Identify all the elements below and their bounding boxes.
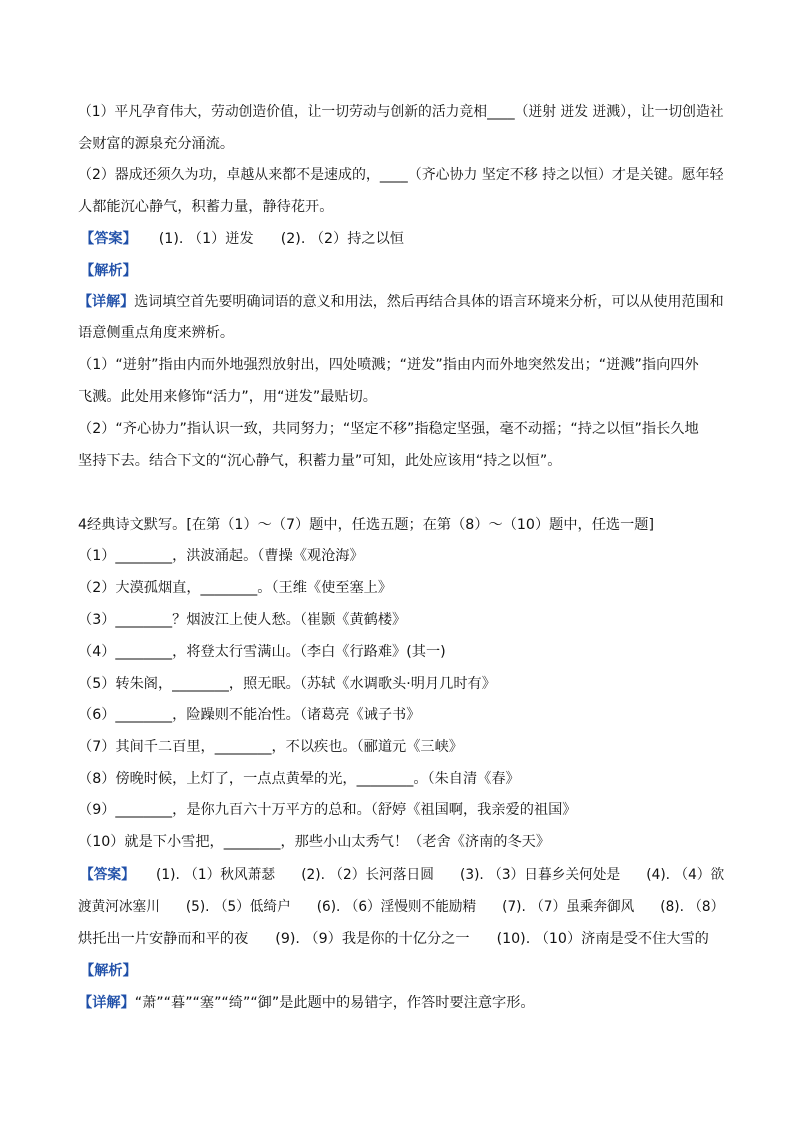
answer-tag: 【答案】 <box>80 231 137 247</box>
detail-tag: 【详解】 <box>78 995 135 1011</box>
analysis-tag: 【解析】 <box>80 963 137 979</box>
detail-tag: 【详解】 <box>78 294 135 310</box>
poem-item: （7）其间千二百里，________，不以疾也。（郦道元《三峡》 <box>78 739 463 755</box>
poem-item: （9）________，是你九百六十万平方的总和。（舒婷《祖国啊，我亲爱的祖国》 <box>78 802 577 818</box>
detail-line-6: 坚持下去。结合下文的“沉心静气，积蓄力量”可知，此处应该用“持之以恒”。 <box>78 453 562 469</box>
answer-line-2: 渡黄河冰塞川 (5). （5）低绮户 (6). （6）淫慢则不能励精 (7). （7）虽乘奔御风 (8). （8） <box>78 899 725 915</box>
answer-row-2 <box>80 866 724 884</box>
q2-line-1: （2）器成还须久为功，卓越从来都不是速成的，____（齐心协力 坚定不移 持之以恒）才是关键。愿年轻 <box>78 167 724 183</box>
poem-item: （4）________，将登太行雪满山。（李白《行路难》(其一) <box>78 644 446 660</box>
detail-line-1 <box>78 293 724 311</box>
q2-line-2: 人都能沉心静气，积蓄力量，静待花开。 <box>78 199 334 215</box>
question-4-title: 4经典诗文默写。[在第（1）～（7）题中，任选五题；在第（8）～（10）题中，任选一题] <box>78 517 654 533</box>
analysis-heading-1 <box>80 262 137 280</box>
analysis-heading-2 <box>80 962 137 980</box>
detail-text: 选词填空首先要明确词语的意义和用法，然后再结合具体的语言环境来分析，可以从使用范围和 <box>134 294 724 310</box>
detail-line-4: 飞溅。此处用来修饰“活力”，用“迸发”最贴切。 <box>78 389 377 405</box>
detail-line-2: 语意侧重点角度来辨析。 <box>78 325 235 341</box>
detail-line-5: （2）“齐心协力”指认识一致，共同努力；“坚定不移”指稳定坚强，毫不动摇；“持之以恒”指长久地 <box>78 421 699 437</box>
answer-tag: 【答案】 <box>80 867 135 883</box>
poem-item: （10）就是下小雪把，________，那些小山太秀气！（老舍《济南的冬天》 <box>78 834 551 850</box>
detail-line-3: （1）“迸射”指由内而外地强烈放射出，四处喷溅；“迸发”指由内而外地突然发出；“迸溅”指向四外 <box>78 357 699 373</box>
detail-text: “萧”“暮”“塞”“绮”“御”是此题中的易错字，作答时要注意字形。 <box>134 995 535 1011</box>
answer-text: (1). （1）迸发 (2). （2）持之以恒 <box>158 231 404 247</box>
poem-item: （6）________，险躁则不能冶性。（诸葛亮《诫子书》 <box>78 707 421 723</box>
detail-line-q4 <box>78 994 535 1012</box>
q1-line-2: 会财富的源泉充分涌流。 <box>78 136 235 152</box>
poem-item: （1）________，洪波涌起。（曹操《观沧海》 <box>78 548 364 564</box>
poem-item: （3）________？烟波江上使人愁。（崔颢《黄鹤楼》 <box>78 612 407 628</box>
poem-item: （8）傍晚时候，上灯了，一点点黄晕的光，________。（朱自清《春》 <box>78 771 520 787</box>
poem-item: （2）大漠孤烟直，________。（王维《使至塞上》 <box>78 580 393 596</box>
answer-line-3: 烘托出一片安静而和平的夜 (9). （9）我是你的十亿分之一 (10). （10）济南是受不住大雪的 <box>78 931 709 947</box>
poem-item: （5）转朱阁，________，照无眠。（苏轼《水调歌头·明月几时有》 <box>78 676 496 692</box>
q1-line-1: （1）平凡孕育伟大，劳动创造价值，让一切劳动与创新的活力竞相____（迸射 迸发 迸溅），让一切创造社 <box>78 104 724 120</box>
answer-row-1 <box>80 230 404 248</box>
analysis-tag: 【解析】 <box>80 263 137 279</box>
answer-text: (1). （1）秋风萧瑟 (2). （2）长河落日圆 (3). （3）日暮乡关何处是 (4). （4）欲 <box>156 867 725 883</box>
